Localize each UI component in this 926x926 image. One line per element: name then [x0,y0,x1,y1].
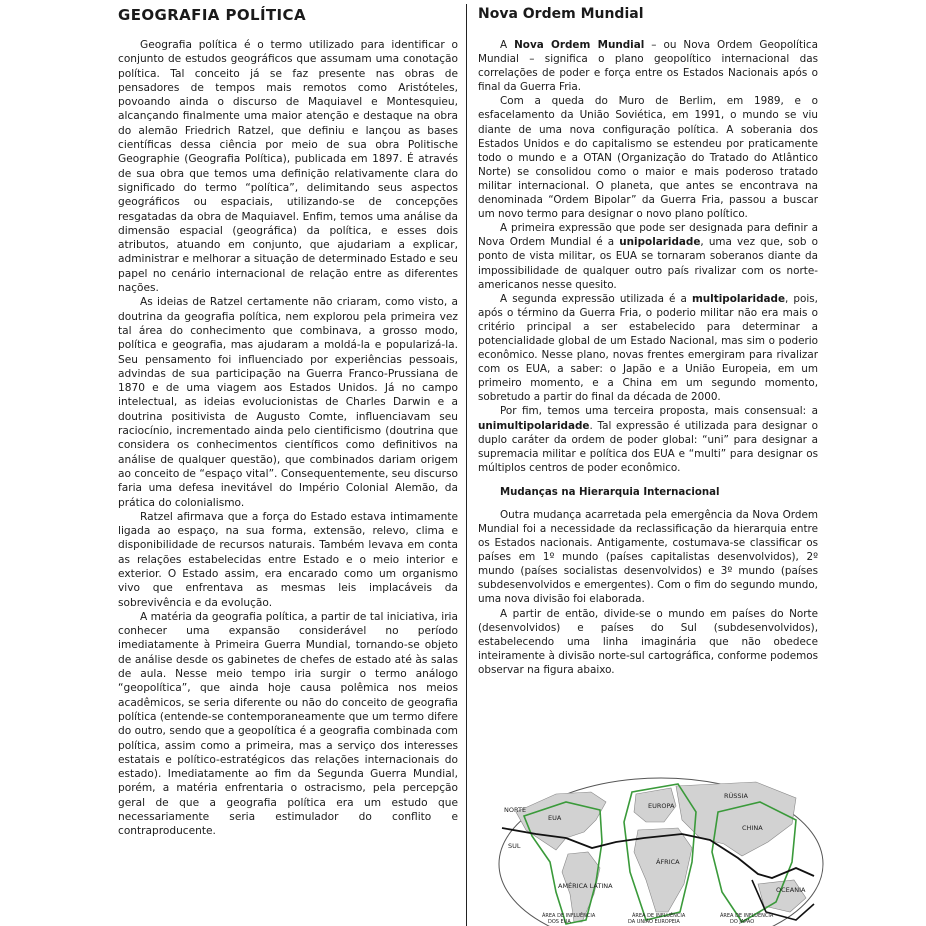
paragraph: A segunda expressão utilizada é a multipolaridade, pois, após o término da Guerra Fria, o poderio militar não era mais o critério principal a ser estabelecido para determinar a potencialidade global de um Estado Nacional, mas sim o poderio econômico. Nesse plano, novas frentes emergiram para rivalizar com os EUA, a saber: o Japão e a União Europeia, em um primeiro momento, e a China em um segundo momento, sobretudo a partir do final da década de 2000. [478,292,818,404]
label-area-eua-2: DOS EUA [548,919,571,925]
label-sul: SUL [508,842,521,850]
label-norte: NORTE [504,806,527,814]
paragraph: Geografia política é o termo utilizado para identificar o conjunto de estudos geográficos que assumam uma conotação política. Tal conceito já se faz presente nas obras de pensadores de tempos mais remotos como Aristóteles, povoando ainda o discurso de Maquiavel e Montesquieu, alcançando finalmente uma maior atenção e destaque na obra do alemão Friedrich Ratzel, que definiu e lançou as bases científicas dessa ciência por meio de sua obra Politische Geographie (Geografia Política), publicada em 1897. É através de sua obra que temos uma definição relativamente clara do significado do termo “política”, delimitando seus aspectos geográficos ou espaciais, utilizando-se de concepções resgatadas da obra de Maquiavel. Enfim, temos uma análise da dimensão espacial (geográfica) da política, e esses dois atributos, atuando em conjunto, que ajudariam a explicar, administrar e melhorar a situação de determinado Estado e seu papel no cenário internacional de relação entre as diferentes nações. [118,39,458,295]
world-map-svg [496,772,826,926]
column-divider [466,4,467,926]
left-column [118,6,458,839]
label-area-ue-2: DA UNIÃO EUROPEIA [628,919,680,925]
label-oceania: OCEANIA [776,886,806,894]
paragraph: A primeira expressão que pode ser designada para definir a Nova Ordem Mundial é a unipolaridade, uma vez que, sob o ponto de vista militar, os EUA se tornaram soberanos diante da impossibilidade de qualquer outro país rivalizar com os norte-americanos nesse quesito. [478,222,818,291]
paragraph: Por fim, temos uma terceira proposta, mais consensual: a unimultipolaridade. Tal expressão é utilizada para designar o duplo caráter da ordem de poder global: “uni” para designar a supremacia militar e política dos EUA e “multi” para designar os múltiplos centros de poder econômico. [478,405,818,474]
label-area-jp-1: ÁREA DE INFLUÊNCIA [720,913,774,919]
label-eua: EUA [548,814,562,822]
paragraph: A partir de então, divide-se o mundo em países do Norte (desenvolvidos) e países do Sul (subdesenvolvidos), estabelecendo uma linha imaginária que não obedece inteiramente à divisão norte-sul cartográfica, conforme podemos observar na figura abaixo. [478,607,818,676]
paragraph: Com a queda do Muro de Berlim, em 1989, e o esfacelamento da União Soviética, em 1991, o mundo se viu diante de uma nova configuração política. A soberania dos Estados Unidos e do capitalismo se estendeu por praticamente todo o mundo e a OTAN (Organização do Tratado do Atlântico Norte) se consolidou como o maior e mais poderoso tratado militar internacional. O planeta, que antes se encontrava na denominada “Ordem Bipolar” da Guerra Fria, passou a buscar um novo termo para designar o novo plano político. [478,95,818,221]
paragraph: Ratzel afirmava que a força do Estado estava intimamente ligada ao espaço, na sua forma, extensão, relevo, clima e disponibilidade de recursos naturais. Também levava em conta as relações estabelecidas entre Estado e o meio interior e exterior. O Estado assim, era encarado como um organismo vivo que enfrentava as mesmas leis implacáveis da sobrevivência e da evolução. [118,510,458,609]
label-area-eua-1: ÁREA DE INFLUÊNCIA [542,913,596,919]
label-america-latina: AMÉRICA LATINA [558,882,613,890]
section-title-geografia-politica: GEOGRAFIA POLÍTICA [118,6,306,24]
subsection-title: Mudanças na Hierarquia Internacional [500,486,720,498]
paragraph: Outra mudança acarretada pela emergência da Nova Ordem Mundial foi a necessidade da reclassificação da hierarquia entre os Estados nacionais. Antigamente, costumava-se classificar os países em 1º mundo (países capitalistas desenvolvidos), 2º mundo (países socialistas desenvolvidos) e 3º mundo (países subdesenvolvidos e emergentes). Com o fim do segundo mundo, uma nova divisão foi elaborada. [478,508,818,606]
label-area-jp-2: DO JAPÃO [730,919,755,925]
paragraph: A Nova Ordem Mundial – ou Nova Ordem Geopolítica Mundial – significa o plano geopolítico internacional das correlações de poder e força entre os Estados Nacionais após o final da Guerra Fria. [478,39,818,94]
north-south-world-map [496,772,826,926]
section-title-nova-ordem-mundial: Nova Ordem Mundial [478,6,644,22]
label-area-ue-1: ÁREA DE INFLUÊNCIA [632,913,686,919]
paragraph: A matéria da geografia política, a partir de tal iniciativa, iria conhecer uma expansão considerável no período imediatamente à Primeira Guerra Mundial, tornando-se objeto de análise desde os gabinetes de chefes de estado até às salas de aula. Nesse meio tempo iria surgir o termo análogo “geopolítica”, que ainda hoje causa polêmica nos meios acadêmicos, se seria diferente ou não do conceito de geografia política (entende-se contemporaneamente que um termo difere do outro, sendo que a geopolítica é a geografia combinada com política, assim como a primeira, mas a serviço dos interesses estatais e político-estratégicos das relações internacionais do estado). Imediatamente ao fim da Segunda Guerra Mundial, porém, a matéria enfrentaria o ostracismo, pela percepção geral de que a geografia política era um estudo que necessariamente seria estimulador do conflito e contraproducente. [118,610,458,838]
label-africa: ÁFRICA [656,858,680,866]
label-china: CHINA [742,824,763,832]
label-russia: RÚSSIA [724,792,748,800]
label-europa: EUROPA [648,802,675,810]
right-column [478,6,818,677]
paragraph: As ideias de Ratzel certamente não criaram, como visto, a doutrina da geografia política, nem explorou pela primeira vez tal área do conhecimento que combinava, a grosso modo, política e geografia, mas ajudaram a moldá-la e popularizá-la. Seu pensamento foi influenciado por experiências pessoais, advindas de sua participação na Guerra Franco-Prussiana de 1870 e de uma viagem aos Estados Unidos. Já no campo intelectual, as ideias evolucionistas de Charles Darwin e a doutrina positivista de Augusto Comte, influenciavam seu raciocínio, incrementado ainda pelo cientificismo (doutrina que considera os conhecimentos científicos como definitivos na análise de qualquer questão), que combinados dariam origem ao conceito de “espaço vital”. Consequentemente, seu discurso faria uma defesa inevitável do Império Colonial Alemão, da prática do colonialismo. [118,296,458,509]
